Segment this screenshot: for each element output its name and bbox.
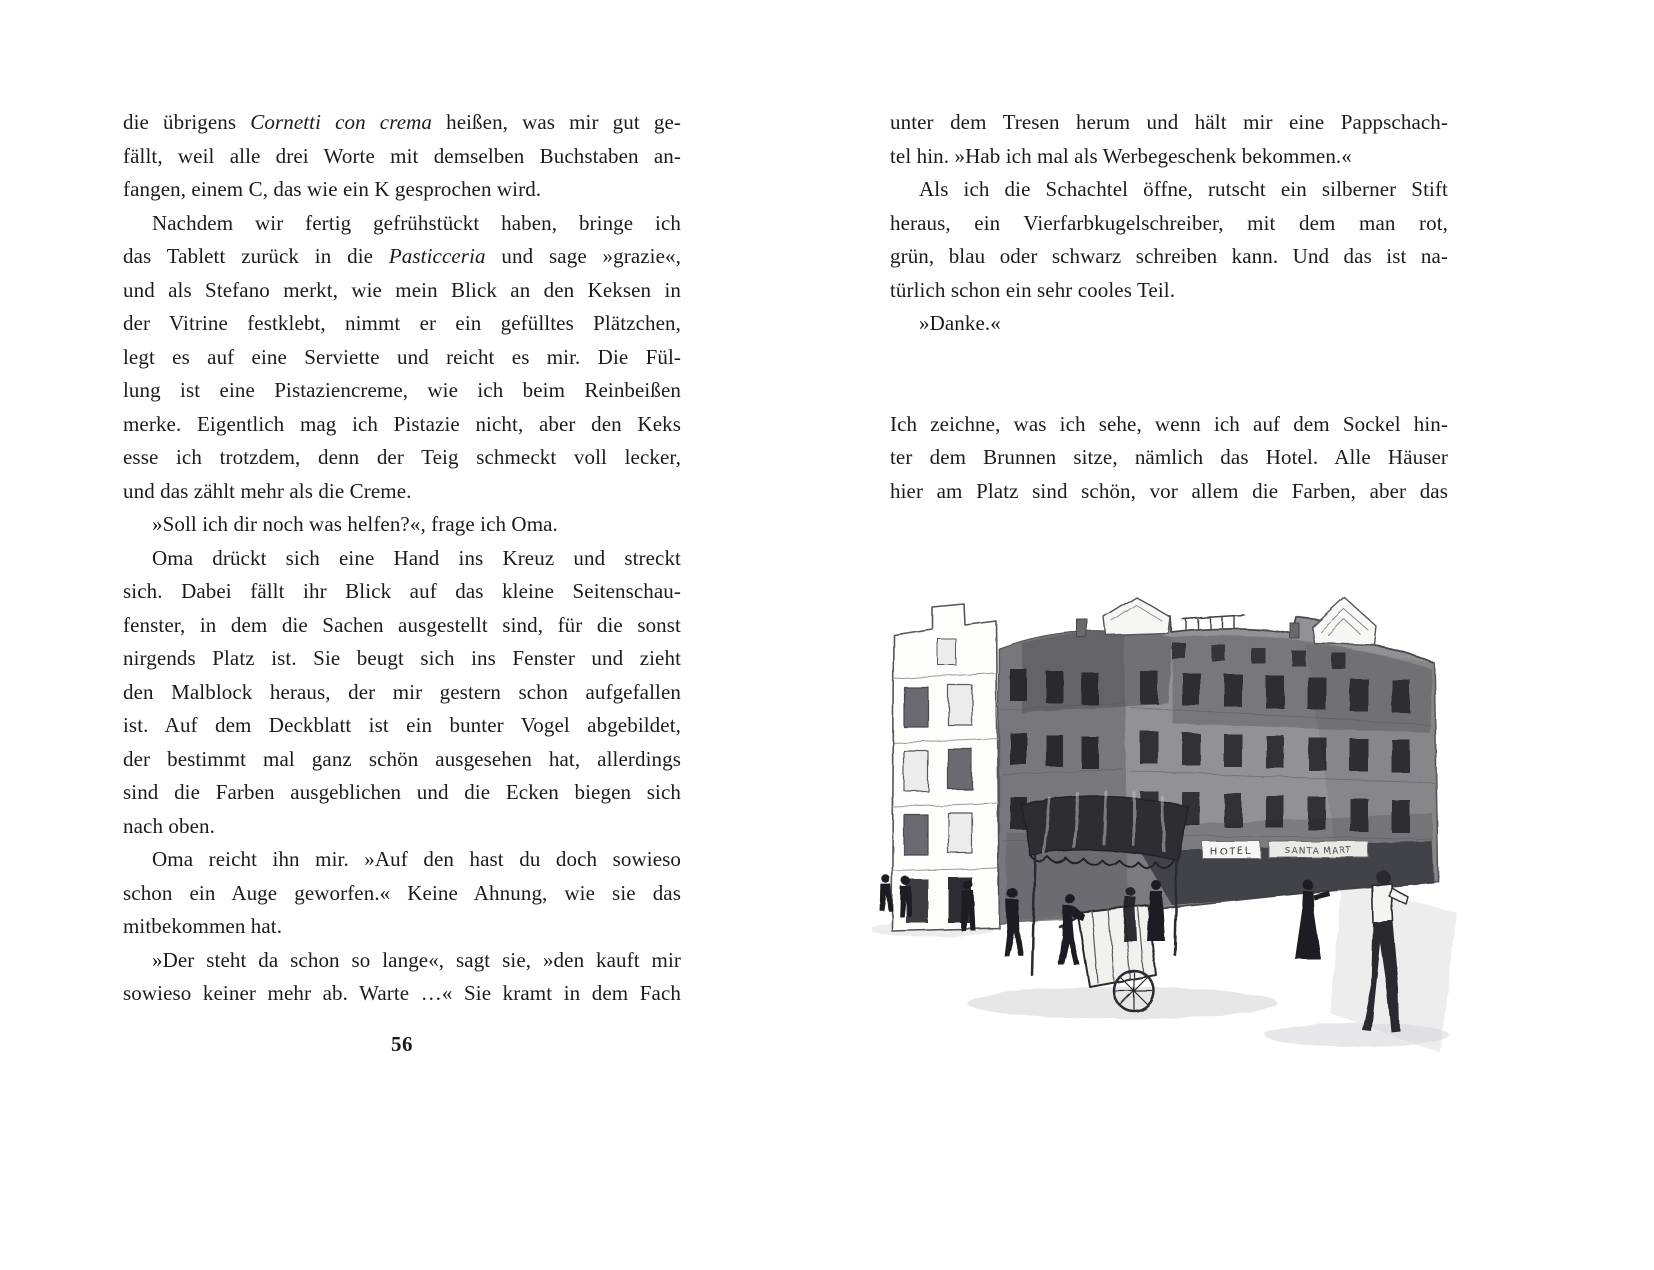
text-line <box>123 642 681 676</box>
text-line <box>123 609 681 643</box>
text-segment: das Tablett zurück in die <box>123 244 389 268</box>
text-line <box>123 776 681 810</box>
text-segment: fangen, einem C, das wie ein K gesprochen wird. <box>123 177 542 201</box>
text-line <box>123 508 681 542</box>
text-line <box>890 441 1448 475</box>
text-line <box>123 743 681 777</box>
text-line <box>123 341 681 375</box>
italic-text-segment: Cornetti con crema <box>250 110 433 134</box>
text-line <box>890 240 1448 274</box>
text-line <box>123 441 681 475</box>
text-segment: Ich zeichne, was ich sehe, wenn ich auf dem Sockel hin- <box>890 411 1448 436</box>
text-segment: fällt, weil alle drei Worte mit demselben Buchstaben an- <box>123 143 681 168</box>
pedestrian-figure <box>880 875 893 912</box>
text-line <box>123 475 681 509</box>
text-segment: sich. Dabei fällt ihr Blick auf das kleine Seitenschau- <box>123 579 681 603</box>
text-segment: ter dem Brunnen sitze, nämlich das Hotel. Alle Häuser <box>890 445 1448 469</box>
text-line <box>123 106 681 140</box>
text-line <box>890 274 1448 308</box>
text-line <box>890 207 1448 241</box>
text-segment: den Malblock heraus, der mir gestern schon aufgefallen <box>123 679 681 704</box>
text-segment: legt es auf eine Serviette und reicht es mir. Die Fül- <box>123 344 681 369</box>
text-segment: fenster, in dem die Sachen ausgestellt sind, für die sonst <box>123 612 681 637</box>
text-line <box>123 374 681 408</box>
text-line <box>123 977 681 1011</box>
right-text-column <box>890 106 1448 508</box>
text-segment: hier am Platz sind schön, vor allem die Farben, aber das <box>890 478 1448 503</box>
text-line <box>123 575 681 609</box>
text-segment: heraus, ein Vierfarbkugelschreiber, mit dem man rot, <box>890 210 1448 235</box>
text-segment: und sage »grazie«, <box>485 244 681 268</box>
text-segment: Als ich die Schachtel öffne, rutscht ein silberner Stift <box>919 177 1448 201</box>
hotel-signs <box>1202 841 1368 858</box>
text-line <box>123 709 681 743</box>
text-line <box>123 843 681 877</box>
page-number: 56 <box>391 1032 413 1056</box>
left-text-column <box>123 106 681 1011</box>
text-segment: »Der steht da schon so lange«, sagt sie, »den kauft mir <box>152 947 681 972</box>
text-segment: mitbekommen hat. <box>123 914 283 938</box>
text-segment: lung ist eine Pistaziencreme, wie ich beim Reinbeißen <box>123 378 681 402</box>
text-segment: Nachdem wir fertig gefrühstückt haben, bringe ich <box>152 210 681 235</box>
text-segment: die übrigens <box>123 110 251 134</box>
text-segment: merke. Eigentlich mag ich Pistazie nicht, aber den Keks <box>123 411 681 436</box>
text-line <box>890 307 1448 341</box>
text-segment: esse ich trotzdem, denn der Teig schmeckt voll lecker, <box>123 445 681 469</box>
hotel-building-sketch <box>999 597 1438 923</box>
text-line <box>123 274 681 308</box>
text-segment: nach oben. <box>123 813 215 838</box>
text-segment: nirgends Platz ist. Sie beugt sich ins Fenster und zieht <box>123 646 681 670</box>
text-line <box>123 173 681 207</box>
text-line <box>123 944 681 978</box>
italic-text-segment: Pasticceria <box>388 244 486 268</box>
text-line <box>890 408 1448 442</box>
text-segment: und als Stefano merkt, wie mein Blick an den Keksen in <box>123 277 681 302</box>
text-segment: unter dem Tresen herum und hält mir eine Pappschach- <box>890 110 1448 134</box>
text-line <box>890 173 1448 207</box>
text-line <box>123 207 681 241</box>
text-line <box>890 140 1448 174</box>
text-line <box>890 475 1448 509</box>
text-segment: »Soll ich dir noch was helfen?«, frage ich Oma. <box>152 512 558 536</box>
text-line <box>123 810 681 844</box>
hotel-sign-text: HOTEL <box>1209 846 1253 857</box>
hotel-street-illustration <box>872 583 1472 1073</box>
text-line <box>123 910 681 944</box>
text-segment: türlich schon ein sehr cooles Teil. <box>890 277 1176 302</box>
text-segment: Oma reicht ihn mir. »Auf den hast du doch sowieso <box>152 847 681 871</box>
text-line <box>123 877 681 911</box>
right-book-page <box>827 0 1654 1270</box>
text-segment: »Danke.« <box>919 311 1001 335</box>
text-segment: heißen, was mir gut ge- <box>432 110 681 134</box>
text-line <box>123 307 681 341</box>
text-segment: und das zählt mehr als die Creme. <box>123 478 412 503</box>
text-line <box>123 542 681 576</box>
text-segment: der Vitrine festklebt, nimmt er ein gefülltes Plätzchen, <box>123 311 681 335</box>
text-segment: der bestimmt mal ganz schön ausgesehen hat, allerdings <box>123 746 681 771</box>
text-segment: tel hin. »Hab ich mal als Werbegeschenk bekommen.« <box>890 143 1352 168</box>
text-line <box>123 408 681 442</box>
text-segment: sowieso keiner mehr ab. Warte …« Sie kramt in dem Fach <box>123 981 681 1005</box>
text-segment: grün, blau oder schwarz schreiben kann. Und das ist na- <box>890 244 1448 268</box>
santa-sign-text: SANTA MART <box>1284 846 1352 856</box>
text-segment: Oma drückt sich eine Hand ins Kreuz und streckt <box>152 545 681 570</box>
text-line <box>123 676 681 710</box>
text-segment: sind die Farben ausgeblichen und die Ecken biegen sich <box>123 780 681 804</box>
text-line <box>890 106 1448 140</box>
text-line <box>123 240 681 274</box>
text-line <box>123 140 681 174</box>
text-segment: schon ein Auge geworfen.« Keine Ahnung, wie sie das <box>123 880 681 905</box>
text-segment: ist. Auf dem Deckblatt ist ein bunter Vogel abgebildet, <box>123 713 681 737</box>
